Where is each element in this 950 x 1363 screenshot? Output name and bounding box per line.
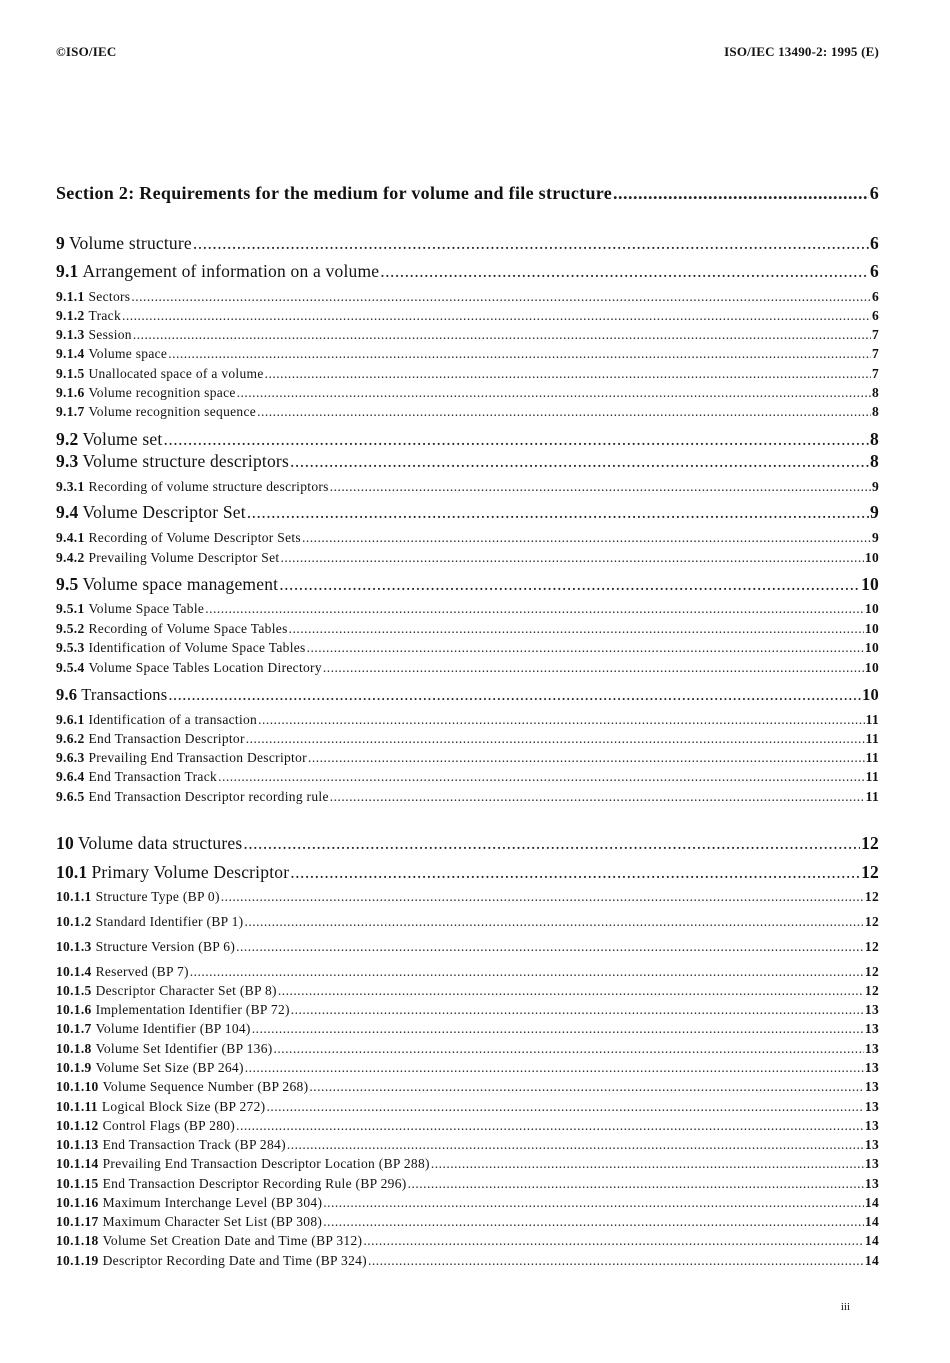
toc-entry-number: 10.1.9: [56, 1060, 92, 1075]
toc-entry-page: 12: [861, 862, 879, 882]
toc-entry-page: 11: [865, 769, 879, 784]
toc-entry-title: Session: [88, 327, 132, 342]
toc-dot-leader: [163, 429, 869, 450]
toc-entry-title: Standard Identifier (BP 1): [95, 914, 244, 929]
toc-dot-leader: [133, 327, 871, 343]
toc-entry-number: 9.6.2: [56, 731, 85, 746]
toc-entry-title: Recording of Volume Space Tables: [88, 621, 288, 636]
toc-entry-page: 12: [861, 833, 879, 853]
toc-entry-number: 9.5.1: [56, 601, 85, 616]
toc-entry[interactable]: [56, 404, 879, 420]
toc-entry[interactable]: [56, 1002, 879, 1018]
toc-entry-page: 13: [864, 1099, 879, 1114]
toc-entry[interactable]: [56, 479, 879, 495]
toc-entry[interactable]: [56, 574, 879, 595]
toc-entry-page: 10: [861, 574, 879, 594]
toc-entry-page: 6: [871, 289, 879, 304]
toc-entry-title: Sectors: [88, 289, 131, 304]
toc-entry[interactable]: [56, 621, 879, 637]
toc-entry-title: Structure Version (BP 6): [95, 939, 236, 954]
toc-dot-leader: [279, 574, 860, 595]
toc-entry-page: 12: [864, 914, 879, 929]
toc-entry-page: 8: [870, 429, 879, 449]
toc-entry-title: Volume structure: [68, 233, 192, 253]
toc-entry-page: 11: [865, 750, 879, 765]
toc-entry-page: 13: [864, 1156, 879, 1171]
toc-entry-number: 9.6.1: [56, 712, 85, 727]
toc-dot-leader: [257, 404, 871, 420]
toc-entry[interactable]: [56, 1156, 879, 1172]
toc-entry-title: Volume Space Table: [88, 601, 205, 616]
toc-dot-leader: [380, 261, 869, 282]
toc-entry-number: 9.4.2: [56, 550, 85, 565]
toc-dot-leader: [266, 1099, 863, 1115]
toc-entry-page: 13: [864, 1060, 879, 1075]
toc-dot-leader: [363, 1233, 864, 1249]
toc-entry-page: 13: [864, 1176, 879, 1191]
toc-entry-number: 9.5.3: [56, 640, 85, 655]
toc-entry-number: 9.6.3: [56, 750, 85, 765]
toc-dot-leader: [308, 750, 865, 766]
toc-dot-leader: [237, 385, 871, 401]
toc-entry-title: Volume Set Size (BP 264): [95, 1060, 244, 1075]
toc-entry-number: 9.3.1: [56, 479, 85, 494]
toc-entry-title: Prevailing End Transaction Descriptor: [88, 750, 307, 765]
toc-entry-number: 9.1.3: [56, 327, 85, 342]
toc-entry-page: 10: [864, 640, 879, 655]
toc-entry-number: 10.1.15: [56, 1176, 99, 1191]
toc-entry[interactable]: [56, 327, 879, 343]
toc-entry-number: 10.1.2: [56, 914, 92, 929]
toc-entry[interactable]: [56, 530, 879, 546]
toc-entry-page: 13: [864, 1118, 879, 1133]
toc-entry-title: Volume Sequence Number (BP 268): [102, 1079, 309, 1094]
toc-entry-title: Section 2: Requirements for the medium for volume and file structure: [56, 183, 613, 203]
toc-entry-page: 6: [869, 183, 879, 203]
toc-entry[interactable]: [56, 789, 879, 805]
header-copyright: ©ISO/IEC: [56, 44, 117, 59]
toc-entry-title: Volume Set Creation Date and Time (BP 312): [102, 1233, 363, 1248]
toc-entry-title: End Transaction Descriptor Recording Rule (BP 296): [102, 1176, 407, 1191]
toc-entry[interactable]: [56, 833, 879, 854]
toc-entry-page: 12: [864, 889, 879, 904]
toc-entry-number: 10.1.4: [56, 964, 92, 979]
toc-dot-leader: [613, 183, 869, 204]
toc-entry-page: 13: [864, 1079, 879, 1094]
toc-entry-number: 9.1.5: [56, 366, 85, 381]
toc-entry-number: 9.6.4: [56, 769, 85, 784]
toc-dot-leader: [265, 366, 871, 382]
toc-entry-number: 10.1.10: [56, 1079, 99, 1094]
toc-entry-title: Recording of Volume Descriptor Sets: [88, 530, 301, 545]
toc-entry-number: 10.1.14: [56, 1156, 99, 1171]
toc-entry[interactable]: [56, 889, 879, 905]
toc-entry-number: 9.1.7: [56, 404, 85, 419]
toc-entry[interactable]: [56, 261, 879, 282]
toc-dot-leader: [246, 731, 865, 747]
toc-entry-page: 9: [870, 502, 879, 522]
toc-entry-number: 9.3: [56, 451, 79, 471]
toc-dot-leader: [323, 1214, 864, 1230]
toc-entry-number: 9.4: [56, 502, 79, 522]
toc-entry[interactable]: [56, 502, 879, 523]
toc-dot-leader: [278, 983, 864, 999]
toc-dot-leader: [221, 889, 864, 905]
toc-entry[interactable]: [56, 1176, 879, 1192]
toc-entry[interactable]: [56, 1214, 879, 1230]
toc-entry-page: 14: [864, 1253, 879, 1268]
toc-entry-title: Descriptor Character Set (BP 8): [95, 983, 277, 998]
toc-dot-leader: [287, 1137, 864, 1153]
toc-entry[interactable]: [56, 731, 879, 747]
toc-entry-title: End Transaction Descriptor: [88, 731, 245, 746]
toc-entry-page: 6: [871, 308, 879, 323]
toc-entry-number: 9.1.4: [56, 346, 85, 361]
toc-entry-page: 13: [864, 1041, 879, 1056]
toc-entry-number: 10.1.17: [56, 1214, 99, 1229]
toc-dot-leader: [190, 964, 864, 980]
toc-dot-leader: [368, 1253, 864, 1269]
toc-entry-page: 8: [871, 404, 879, 419]
toc-entry[interactable]: [56, 1118, 879, 1134]
toc-entry-number: 10.1.12: [56, 1118, 99, 1133]
toc-dot-leader: [290, 451, 869, 472]
toc-entry[interactable]: [56, 862, 879, 883]
toc-dot-leader: [236, 939, 864, 955]
toc-entry-number: 10: [56, 833, 74, 853]
toc-entry-number: 10.1.7: [56, 1021, 92, 1036]
toc-entry[interactable]: [56, 964, 879, 980]
toc-entry-title: Maximum Character Set List (BP 308): [102, 1214, 323, 1229]
toc-dot-leader: [302, 530, 871, 546]
toc-entry-number: 9.6: [56, 685, 78, 704]
toc-entry-title: Volume Space Tables Location Directory: [88, 660, 322, 675]
toc-entry[interactable]: [56, 233, 879, 254]
toc-entry-number: 9.1.2: [56, 308, 85, 323]
toc-dot-leader: [330, 789, 865, 805]
toc-dot-leader: [252, 1021, 864, 1037]
toc-entry[interactable]: [56, 660, 879, 676]
toc-entry-page: 10: [862, 685, 879, 704]
toc-entry-number: 9.5.2: [56, 621, 85, 636]
toc-dot-leader: [309, 1079, 864, 1095]
toc-entry-page: 9: [871, 530, 879, 545]
toc-entry-title: Identification of Volume Space Tables: [88, 640, 306, 655]
toc-entry-title: Structure Type (BP 0): [95, 889, 220, 904]
toc-entry[interactable]: [56, 1195, 879, 1211]
toc-dot-leader: [131, 289, 871, 305]
toc-entry-title: Volume recognition space: [88, 385, 236, 400]
toc-entry-page: 10: [864, 601, 879, 616]
header-standard-id: ISO/IEC 13490-2: 1995 (E): [724, 44, 879, 59]
toc-entry-page: 8: [871, 385, 879, 400]
toc-dot-leader: [168, 685, 861, 705]
toc-entry[interactable]: [56, 1233, 879, 1249]
toc-entry-number: 9.5: [56, 574, 79, 594]
toc-entry-number: 9.1.6: [56, 385, 85, 400]
toc-dot-leader: [290, 862, 860, 883]
toc-entry-page: 10: [864, 660, 879, 675]
toc-entry-page: 11: [865, 731, 879, 746]
toc-entry[interactable]: [56, 601, 879, 617]
toc-entry-title: Primary Volume Descriptor: [91, 862, 290, 882]
toc-entry-title: Prevailing Volume Descriptor Set: [88, 550, 280, 565]
toc-dot-leader: [193, 233, 869, 254]
toc-entry-title: Volume space: [88, 346, 168, 361]
toc-entry-title: Volume structure descriptors: [82, 451, 289, 471]
toc-entry-number: 9.1: [56, 261, 79, 281]
toc-dot-leader: [244, 914, 863, 930]
toc-entry-number: 9.1.1: [56, 289, 85, 304]
toc-entry-title: Reserved (BP 7): [95, 964, 189, 979]
toc-entry-page: 7: [871, 366, 879, 381]
toc-entry-page: 12: [864, 939, 879, 954]
toc-dot-leader: [258, 712, 865, 728]
toc-entry-page: 11: [865, 712, 879, 727]
toc-entry-title: Volume set: [82, 429, 163, 449]
toc-entry-number: 10.1.8: [56, 1041, 92, 1056]
toc-dot-leader: [274, 1041, 864, 1057]
toc-entry[interactable]: [56, 366, 879, 382]
toc-entry[interactable]: [56, 1253, 879, 1269]
toc-entry[interactable]: [56, 1041, 879, 1057]
toc-entry-page: 14: [864, 1214, 879, 1229]
toc-entry[interactable]: [56, 385, 879, 401]
toc-entry-page: 14: [864, 1195, 879, 1210]
toc-entry[interactable]: [56, 183, 879, 204]
toc-entry-title: Maximum Interchange Level (BP 304): [102, 1195, 323, 1210]
toc-entry[interactable]: [56, 451, 879, 472]
page-number: iii: [840, 1301, 850, 1313]
toc-entry[interactable]: [56, 939, 879, 955]
toc-entry[interactable]: [56, 769, 879, 785]
toc-dot-leader: [236, 1118, 864, 1134]
toc-dot-leader: [408, 1176, 864, 1192]
toc-entry-number: 10.1.1: [56, 889, 92, 904]
toc-dot-leader: [289, 621, 864, 637]
toc-entry-title: Implementation Identifier (BP 72): [95, 1002, 290, 1017]
toc-entry-page: 6: [870, 261, 879, 281]
toc-entry-title: Volume data structures: [77, 833, 243, 853]
toc-entry[interactable]: [56, 308, 879, 324]
toc-entry-title: End Transaction Track (BP 284): [102, 1137, 286, 1152]
toc-entry-title: Unallocated space of a volume: [88, 366, 264, 381]
toc-dot-leader: [168, 346, 871, 362]
toc-entry-title: Volume Identifier (BP 104): [95, 1021, 251, 1036]
toc-dot-leader: [205, 601, 864, 617]
toc-entry-title: Volume space management: [82, 574, 279, 594]
toc-entry-page: 10: [864, 550, 879, 565]
toc-entry[interactable]: [56, 983, 879, 999]
toc-dot-leader: [245, 1060, 864, 1076]
toc-entry-number: 10.1.3: [56, 939, 92, 954]
toc-dot-leader: [323, 660, 864, 676]
toc-entry-number: 9: [56, 233, 65, 253]
toc-entry[interactable]: [56, 346, 879, 362]
toc-entry[interactable]: [56, 550, 879, 566]
toc-entry-page: 13: [864, 1002, 879, 1017]
toc-entry-title: Volume recognition sequence: [88, 404, 257, 419]
toc-entry[interactable]: [56, 1137, 879, 1153]
toc-entry-title: Descriptor Recording Date and Time (BP 324): [102, 1253, 367, 1268]
toc-entry-page: 9: [871, 479, 879, 494]
toc-entry-title: Prevailing End Transaction Descriptor Location (BP 288): [102, 1156, 430, 1171]
toc-entry[interactable]: [56, 914, 879, 930]
toc-dot-leader: [243, 833, 860, 854]
toc-entry[interactable]: [56, 289, 879, 305]
toc-dot-leader: [291, 1002, 864, 1018]
toc-entry-title: Recording of volume structure descriptors: [88, 479, 329, 494]
toc-entry-number: 10.1: [56, 862, 88, 882]
toc-entry-number: 10.1.16: [56, 1195, 99, 1210]
toc-entry-number: 9.5.4: [56, 660, 85, 675]
toc-entry-title: End Transaction Track: [88, 769, 218, 784]
toc-entry[interactable]: [56, 1099, 879, 1115]
toc-entry[interactable]: [56, 640, 879, 656]
toc-entry-title: Identification of a transaction: [88, 712, 258, 727]
toc-entry-number: 10.1.13: [56, 1137, 99, 1152]
toc-entry-page: 12: [864, 964, 879, 979]
toc-dot-leader: [307, 640, 864, 656]
toc-entry-page: 13: [864, 1137, 879, 1152]
toc-entry-title: Volume Set Identifier (BP 136): [95, 1041, 273, 1056]
toc-entry-page: 7: [871, 327, 879, 342]
toc-entry-number: 9.4.1: [56, 530, 85, 545]
toc-entry-number: 9.2: [56, 429, 79, 449]
toc-entry[interactable]: [56, 1021, 879, 1037]
toc-dot-leader: [330, 479, 871, 495]
toc-entry-number: 9.6.5: [56, 789, 85, 804]
toc-entry-page: 6: [870, 233, 879, 253]
toc-entry-title: Track: [88, 308, 122, 323]
toc-dot-leader: [280, 550, 863, 566]
toc-entry-page: 8: [870, 451, 879, 471]
toc-entry-title: Volume Descriptor Set: [82, 502, 246, 522]
toc-dot-leader: [218, 769, 865, 785]
toc-dot-leader: [122, 308, 871, 324]
toc-dot-leader: [431, 1156, 864, 1172]
toc-dot-leader: [247, 502, 869, 523]
toc-entry-number: 10.1.19: [56, 1253, 99, 1268]
toc-entry[interactable]: [56, 712, 879, 728]
toc-entry[interactable]: [56, 429, 879, 450]
toc-entry-title: Control Flags (BP 280): [102, 1118, 236, 1133]
toc-entry-page: 11: [865, 789, 879, 804]
toc-entry-number: 10.1.6: [56, 1002, 92, 1017]
toc-entry[interactable]: [56, 1060, 879, 1076]
toc-entry-title: End Transaction Descriptor recording rule: [88, 789, 329, 804]
toc-entry-title: Logical Block Size (BP 272): [101, 1099, 266, 1114]
toc-entry-number: 10.1.5: [56, 983, 92, 998]
toc-entry-page: 12: [864, 983, 879, 998]
toc-entry-number: 10.1.18: [56, 1233, 99, 1248]
toc-entry-page: 7: [871, 346, 879, 361]
toc-entry-title: Arrangement of information on a volume: [82, 261, 380, 281]
toc-dot-leader: [323, 1195, 864, 1211]
toc-entry[interactable]: [56, 1079, 879, 1095]
toc-entry-page: 13: [864, 1021, 879, 1036]
toc-entry-page: 14: [864, 1233, 879, 1248]
toc-entry-title: Transactions: [81, 685, 168, 704]
toc-entry[interactable]: [56, 750, 879, 766]
toc-entry-number: 10.1.11: [56, 1099, 98, 1114]
toc-entry[interactable]: [56, 685, 879, 705]
toc-entry-page: 10: [864, 621, 879, 636]
